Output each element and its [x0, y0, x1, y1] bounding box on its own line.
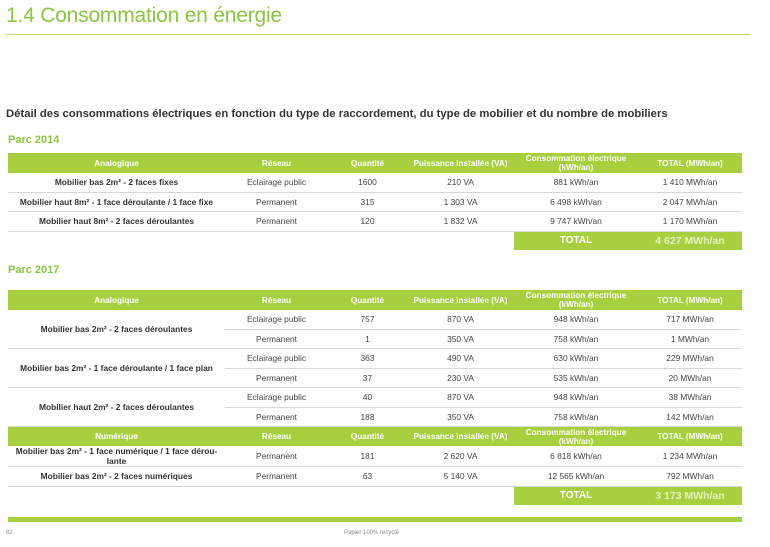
- cell: 2 047 MWh/an: [638, 192, 742, 212]
- cell: 181: [328, 446, 407, 467]
- cell: 870 VA: [407, 310, 514, 329]
- row-label: Mobilier bas 2m² - 1 face déroulante / 1 face plan: [8, 349, 225, 388]
- blank-cell: [407, 231, 514, 250]
- cell: 63: [328, 467, 407, 487]
- blank-cell: [8, 486, 225, 505]
- title-divider: [6, 34, 750, 35]
- cell: 757: [328, 310, 407, 329]
- cell: Permanent: [225, 368, 328, 388]
- total-row: [8, 231, 742, 250]
- blank-cell: [225, 486, 328, 505]
- column-header: Puissance installée (VA): [407, 153, 514, 173]
- column-header: Puissance installée (VA): [407, 290, 514, 310]
- column-header: Puissance installée (VA): [407, 427, 514, 447]
- total-value: 3 173 MWh/an: [638, 486, 742, 505]
- cell: Eclairage public: [225, 310, 328, 329]
- cell: 717 MWh/an: [638, 310, 742, 329]
- cell: Permanent: [225, 467, 328, 487]
- cell: 630 kWh/an: [514, 349, 638, 369]
- cell: 490 VA: [407, 349, 514, 369]
- table-row: [8, 192, 742, 212]
- recycled-paper-note: Papier 100% recyclé: [344, 530, 400, 536]
- cell: 1 303 VA: [407, 192, 514, 212]
- table-row: [8, 446, 742, 467]
- parc-2017-heading: Parc 2017: [8, 264, 60, 276]
- column-header: Réseau: [225, 290, 328, 310]
- cell: 1 832 VA: [407, 212, 514, 232]
- cell: 188: [328, 407, 407, 427]
- blank-cell: [225, 231, 328, 250]
- cell: 315: [328, 192, 407, 212]
- cell: Eclairage public: [225, 349, 328, 369]
- table-header-row: [8, 290, 742, 310]
- cell: 758 kWh/an: [514, 329, 638, 349]
- cell: 40: [328, 388, 407, 408]
- blank-cell: [328, 231, 407, 250]
- section-subtitle: Détail des consommations électriques en fonction du type de raccordement, du type de mobilier et du nombre de mobiliers: [6, 108, 668, 120]
- total-label: TOTAL: [514, 486, 638, 505]
- cell: 758 kWh/an: [514, 407, 638, 427]
- cell: 792 MWh/an: [638, 467, 742, 487]
- cell: 1 170 MWh/an: [638, 212, 742, 232]
- cell: 120: [328, 212, 407, 232]
- table-row: [8, 173, 742, 192]
- row-label: Mobilier haut 2m² - 2 faces déroulantes: [8, 388, 225, 427]
- row-label: Mobilier haut 8m² - 2 faces déroulantes: [8, 212, 225, 232]
- cell: 948 kWh/an: [514, 388, 638, 408]
- table-row: [8, 467, 742, 487]
- column-header: Consommation électrique (kWh/an): [514, 427, 638, 447]
- cell: 9 747 kWh/an: [514, 212, 638, 232]
- column-header: TOTAL (MWh/an): [638, 153, 742, 173]
- cell: Eclairage public: [225, 173, 328, 192]
- cell: 20 MWh/an: [638, 368, 742, 388]
- page-number: 82: [6, 530, 13, 536]
- page-title: 1.4 Consommation en énergie: [6, 4, 282, 27]
- total-row: [8, 486, 742, 505]
- column-header: Quantité: [328, 427, 407, 447]
- cell: 350 VA: [407, 407, 514, 427]
- cell: Eclairage public: [225, 388, 328, 408]
- column-header: Quantité: [328, 290, 407, 310]
- cell: Permanent: [225, 446, 328, 467]
- cell: 1: [328, 329, 407, 349]
- cell: 1 MWh/an: [638, 329, 742, 349]
- table-header-row: [8, 427, 742, 447]
- row-label: Mobilier bas 2m² - 2 faces déroulantes: [8, 310, 225, 349]
- table-row: [8, 212, 742, 232]
- total-label: TOTAL: [514, 231, 638, 250]
- cell: Permanent: [225, 407, 328, 427]
- table-row: [8, 349, 742, 369]
- cell: 870 VA: [407, 388, 514, 408]
- table-row: [8, 310, 742, 329]
- cell: 881 kWh/an: [514, 173, 638, 192]
- cell: 2 620 VA: [407, 446, 514, 467]
- table-row: [8, 388, 742, 408]
- blank-cell: [407, 486, 514, 505]
- column-header: TOTAL (MWh/an): [638, 427, 742, 447]
- cell: 230 VA: [407, 368, 514, 388]
- cell: 38 MWh/an: [638, 388, 742, 408]
- cell: 5 140 VA: [407, 467, 514, 487]
- column-header: Quantité: [328, 153, 407, 173]
- row-label: Mobilier bas 2m² - 2 faces fixes: [8, 173, 225, 192]
- cell: 363: [328, 349, 407, 369]
- parc-2017-table: [8, 290, 742, 505]
- cell: 535 kWh/an: [514, 368, 638, 388]
- cell: 229 MWh/an: [638, 349, 742, 369]
- row-label: Mobilier bas 2m² - 2 faces numériques: [8, 467, 225, 487]
- column-header: Numérique: [8, 427, 225, 447]
- cell: 210 VA: [407, 173, 514, 192]
- column-header: Consommation électrique (kWh/an): [514, 290, 638, 310]
- cell: 350 VA: [407, 329, 514, 349]
- cell: 37: [328, 368, 407, 388]
- column-header: Réseau: [225, 427, 328, 447]
- parc-2014-table: [8, 153, 742, 250]
- row-label: Mobilier haut 8m² - 1 face déroulante / 1 face fixe: [8, 192, 225, 212]
- cell: Permanent: [225, 212, 328, 232]
- total-value: 4 627 MWh/an: [638, 231, 742, 250]
- cell: Permanent: [225, 329, 328, 349]
- footer-bar: [8, 517, 742, 522]
- table-header-row: [8, 153, 742, 173]
- cell: 142 MWh/an: [638, 407, 742, 427]
- column-header: TOTAL (MWh/an): [638, 290, 742, 310]
- blank-cell: [8, 231, 225, 250]
- blank-cell: [328, 486, 407, 505]
- column-header: Analogique: [8, 290, 225, 310]
- cell: 6 818 kWh/an: [514, 446, 638, 467]
- cell: 12 565 kWh/an: [514, 467, 638, 487]
- cell: 1600: [328, 173, 407, 192]
- column-header: Analogique: [8, 153, 225, 173]
- cell: 1 410 MWh/an: [638, 173, 742, 192]
- cell: Permanent: [225, 192, 328, 212]
- cell: 1 234 MWh/an: [638, 446, 742, 467]
- row-label: Mobilier bas 2m² - 1 face numérique / 1 face dérou-lante: [8, 446, 225, 467]
- cell: 948 kWh/an: [514, 310, 638, 329]
- parc-2014-heading: Parc 2014: [8, 134, 60, 146]
- cell: 6 498 kWh/an: [514, 192, 638, 212]
- column-header: Réseau: [225, 153, 328, 173]
- column-header: Consommation électrique (kWh/an): [514, 153, 638, 173]
